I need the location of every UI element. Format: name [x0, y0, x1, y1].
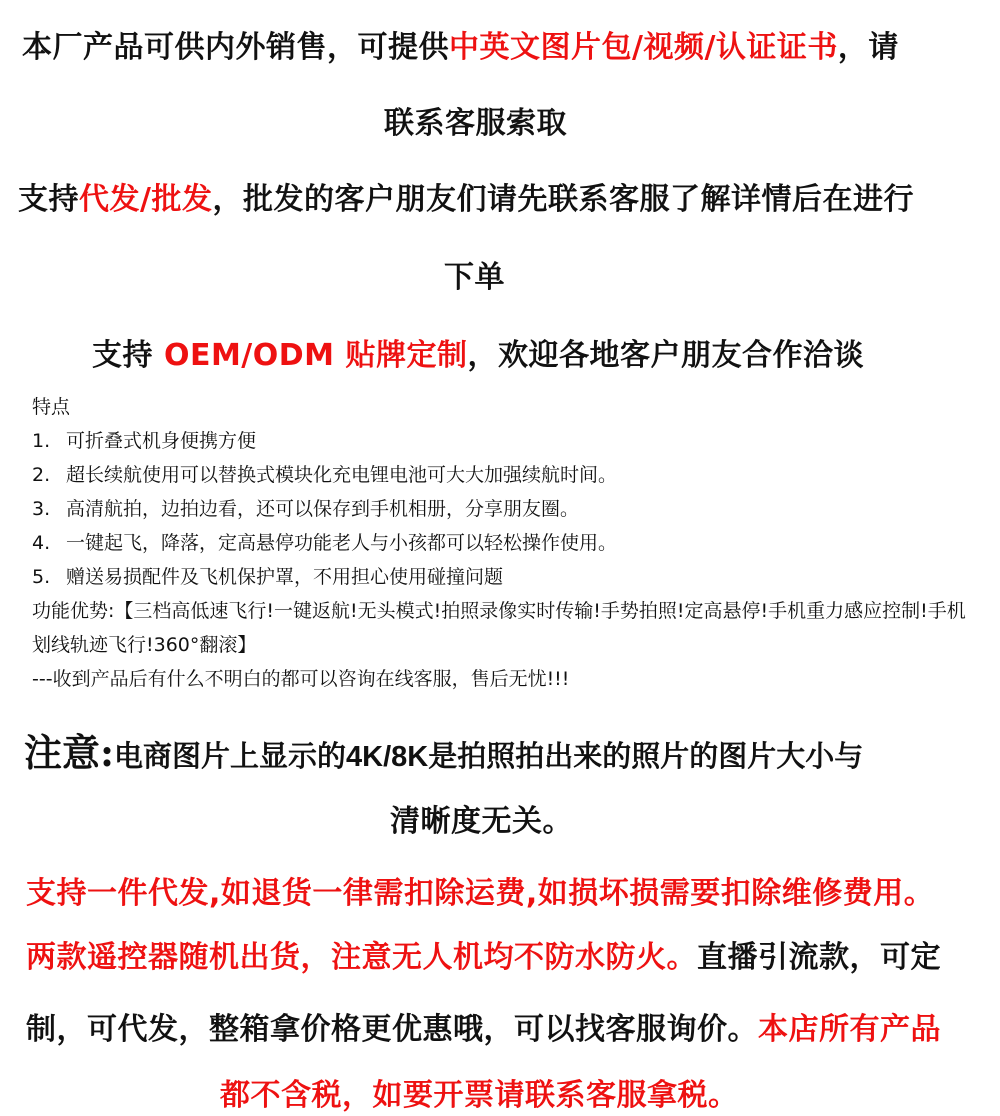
intro-text: ，批发的客户朋友们请先联系客服了解详情后在进行 — [212, 182, 914, 217]
intro-line-4: 下单 — [444, 260, 505, 295]
feature-item: 1. 可折叠式机身便携方便 — [32, 430, 257, 452]
intro-text: 支持 — [18, 182, 79, 217]
intro-text: 本厂产品可供内外销售，可提供 — [22, 30, 449, 65]
feature-advantages: 功能优势:【三档高低速飞行!一键返航!无头模式!拍照录像实时传输!手势拍照!定高悬停!手机重力感应控制!手机划线轨迹飞行!360°翻滚】 — [32, 600, 966, 656]
intro-highlight: OEM/ODM 贴牌定制 — [163, 338, 468, 373]
intro-line-3 — [18, 174, 914, 218]
note-line-2: 清晰度无关。 — [390, 804, 573, 839]
policy-line-3: 制，可代发，整箱拿价格更优惠哦，可以找客服询价。本店所有产品 — [26, 1012, 941, 1047]
intro-text: 支持 — [92, 338, 164, 373]
features-section — [32, 390, 972, 696]
intro-text: ，请 — [837, 30, 899, 65]
intro-line-5 — [92, 330, 864, 374]
features-heading: 特点 — [32, 396, 71, 418]
feature-item: 3. 高清航拍，边拍边看，还可以保存到手机相册，分享朋友圈。 — [32, 498, 580, 520]
policy-line-1: 支持一件代发,如退货一律需扣除运费,如损坏损需要扣除维修费用。 — [26, 876, 935, 911]
intro-line-1 — [22, 22, 899, 66]
intro-line-2: 联系客服索取 — [384, 106, 567, 141]
policy-highlight: 本店所有产品 — [758, 1012, 941, 1047]
feature-item: 5. 赠送易损配件及飞机保护罩，不用担心使用碰撞问题 — [32, 566, 504, 588]
policy-line-4: 都不含税，如要开票请联系客服拿税。 — [220, 1078, 739, 1113]
policy-line-2: 两款遥控器随机出货，注意无人机均不防水防火。直播引流款，可定 — [26, 940, 941, 975]
intro-highlight: 代发/批发 — [79, 182, 213, 217]
intro-highlight: 中英文图片包/视频/认证证书 — [449, 30, 838, 65]
note-label: 注意: — [24, 730, 115, 775]
note-line-1: 注意:电商图片上显示的4K/8K是拍照拍出来的照片的图片大小与 — [24, 730, 864, 775]
intro-text: ，欢迎各地客户朋友合作洽谈 — [467, 338, 864, 373]
aftersale-note: ---收到产品后有什么不明白的都可以咨询在线客服，售后无忧!!! — [32, 668, 570, 690]
resolution-label: 4K/8K — [346, 741, 429, 773]
feature-item: 2. 超长续航使用可以替换式模块化充电锂电池可大大加强续航时间。 — [32, 464, 618, 486]
policy-highlight: 两款遥控器随机出货，注意无人机均不防水防火。 — [26, 940, 697, 975]
feature-item: 4. 一键起飞，降落，定高悬停功能老人与小孩都可以轻松操作使用。 — [32, 532, 618, 554]
